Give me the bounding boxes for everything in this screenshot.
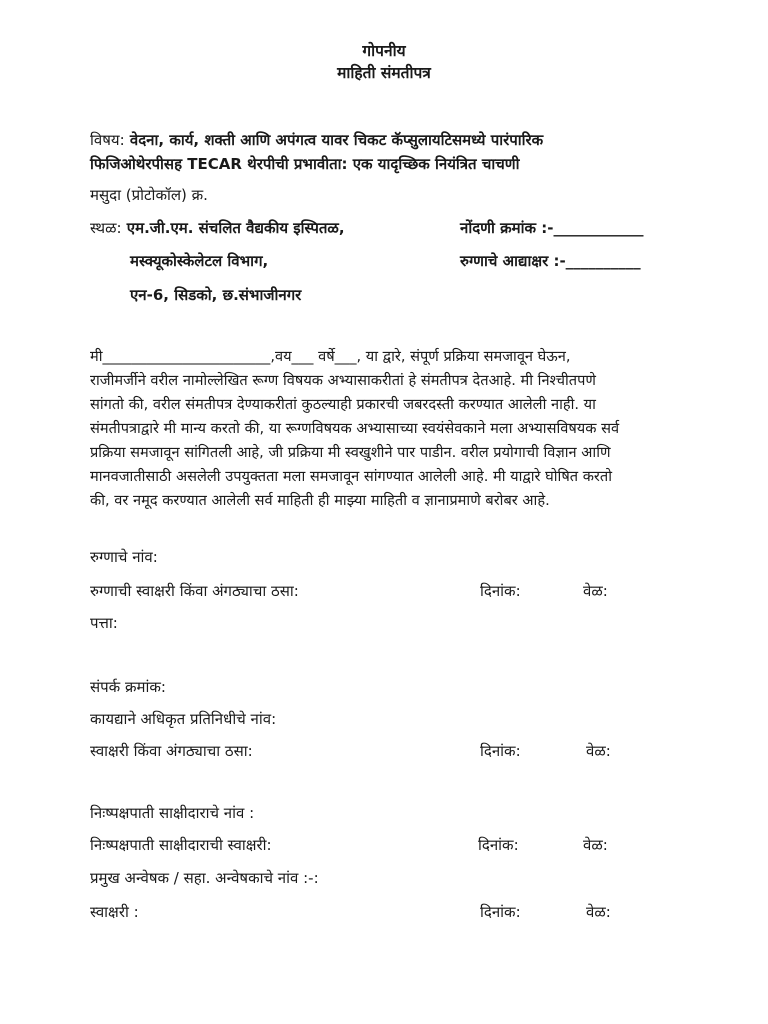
registration-number-field: नोंदणी क्रमांक :-____________	[460, 219, 644, 237]
consent-line: संमतीपत्राद्वारे मी मान्य करतो की, या रूग्णविषयक अभ्यासाच्या स्वयंसेवकाने मला अभ्यासविषयक सर्व	[90, 420, 620, 437]
contact-number-field: संपर्क क्रमांक:	[90, 678, 166, 696]
consent-line: मानवजातीसाठी असलेली उपयुक्तता मला समजावून सांगण्यात आलेली आहे. मी याद्वारे घोषित करतो	[90, 468, 612, 485]
representative-name-field: कायद्याने अधिकृत प्रतिनिधीचे नांव:	[90, 710, 277, 728]
protocol-number: मसुदा (प्रोटोकॉल) क्र.	[90, 186, 208, 204]
patient-address-field: पत्ता:	[90, 614, 118, 632]
consent-line: सांगतो की, वरील संमतीपत्र देण्याकरीतां कुठल्याही प्रकारची जबरदस्ती करण्यात आलेली नाही. या	[90, 396, 596, 413]
place-line-1	[90, 219, 345, 237]
patient-signature-field: रुग्णाची स्वाक्षरी किंवा अंगठ्याचा ठसा:	[90, 582, 299, 600]
place-text-1: एम.जी.एम. संचलित वैद्यकीय इस्पितळ,	[121, 219, 345, 237]
place-line-3: एन-6, सिडको, छ.संभाजीनगर	[130, 286, 302, 304]
patient-date-field: दिनांक:	[480, 582, 521, 600]
representative-signature-field: स्वाक्षरी किंवा अंगठ्याचा ठसा:	[90, 742, 253, 760]
subject-text-1: वेदना, कार्य, शक्ती आणि अपंगत्व यावर चिकट कॅप्सुलायटिसमध्ये पारंपारिक	[124, 131, 544, 149]
subject-label: विषय:	[90, 131, 125, 149]
subject-line-2: फिजिओथेरपीसह TECAR थेरपीची प्रभावीता: एक यादृच्छिक नियंत्रित चाचणी	[90, 155, 520, 173]
investigator-time-field: वेळ:	[586, 903, 611, 921]
investigator-name-field: प्रमुख अन्वेषक / सहा. अन्वेषकाचे नांव :-:	[90, 869, 319, 887]
consent-line: राजीमर्जीने वरील नामोल्लेखित रूग्ण विषयक अभ्यासाकरीतां हे संमतीपत्र देतआहे. मी निश्चीतपणे	[90, 372, 596, 389]
subject-line-1	[90, 131, 543, 149]
consent-line: प्रक्रिया समजावून सांगितली आहे, जी प्रक्रिया मी स्वखुशीने पार पाडीन. वरील प्रयोगाची विज्ञान आणि	[90, 444, 611, 461]
consent-line: की, वर नमूद करण्यात आलेली सर्व माहिती ही माझ्या माहिती व ज्ञानाप्रमाणे बरोबर आहे.	[90, 492, 550, 509]
witness-time-field: वेळ:	[583, 836, 608, 854]
representative-date-field: दिनांक:	[480, 742, 521, 760]
confidential-heading: गोपनीय	[362, 42, 406, 60]
place-line-2: मस्क्यूकोस्केलेटल विभाग,	[130, 252, 269, 270]
place-label: स्थळ:	[90, 219, 122, 237]
page-title: माहिती संमतीपत्र	[337, 64, 431, 82]
witness-name-field: निःष्पक्षपाती साक्षीदाराचे नांव :	[90, 804, 255, 822]
consent-line: मी_______________________,वय___ वर्षे___, या द्वारे, संपूर्ण प्रक्रिया समजावून घेऊन,	[90, 348, 571, 365]
witness-date-field: दिनांक:	[478, 836, 519, 854]
patient-initials-field: रुग्णाचे आद्याक्षर :-__________	[460, 252, 641, 270]
representative-time-field: वेळ:	[586, 742, 611, 760]
witness-signature-field: निःष्पक्षपाती साक्षीदाराची स्वाक्षरी:	[90, 836, 272, 854]
patient-time-field: वेळ:	[583, 582, 608, 600]
investigator-date-field: दिनांक:	[480, 903, 521, 921]
investigator-signature-field: स्वाक्षरी :	[90, 903, 139, 921]
patient-name-field: रुग्णाचे नांव:	[90, 548, 158, 566]
